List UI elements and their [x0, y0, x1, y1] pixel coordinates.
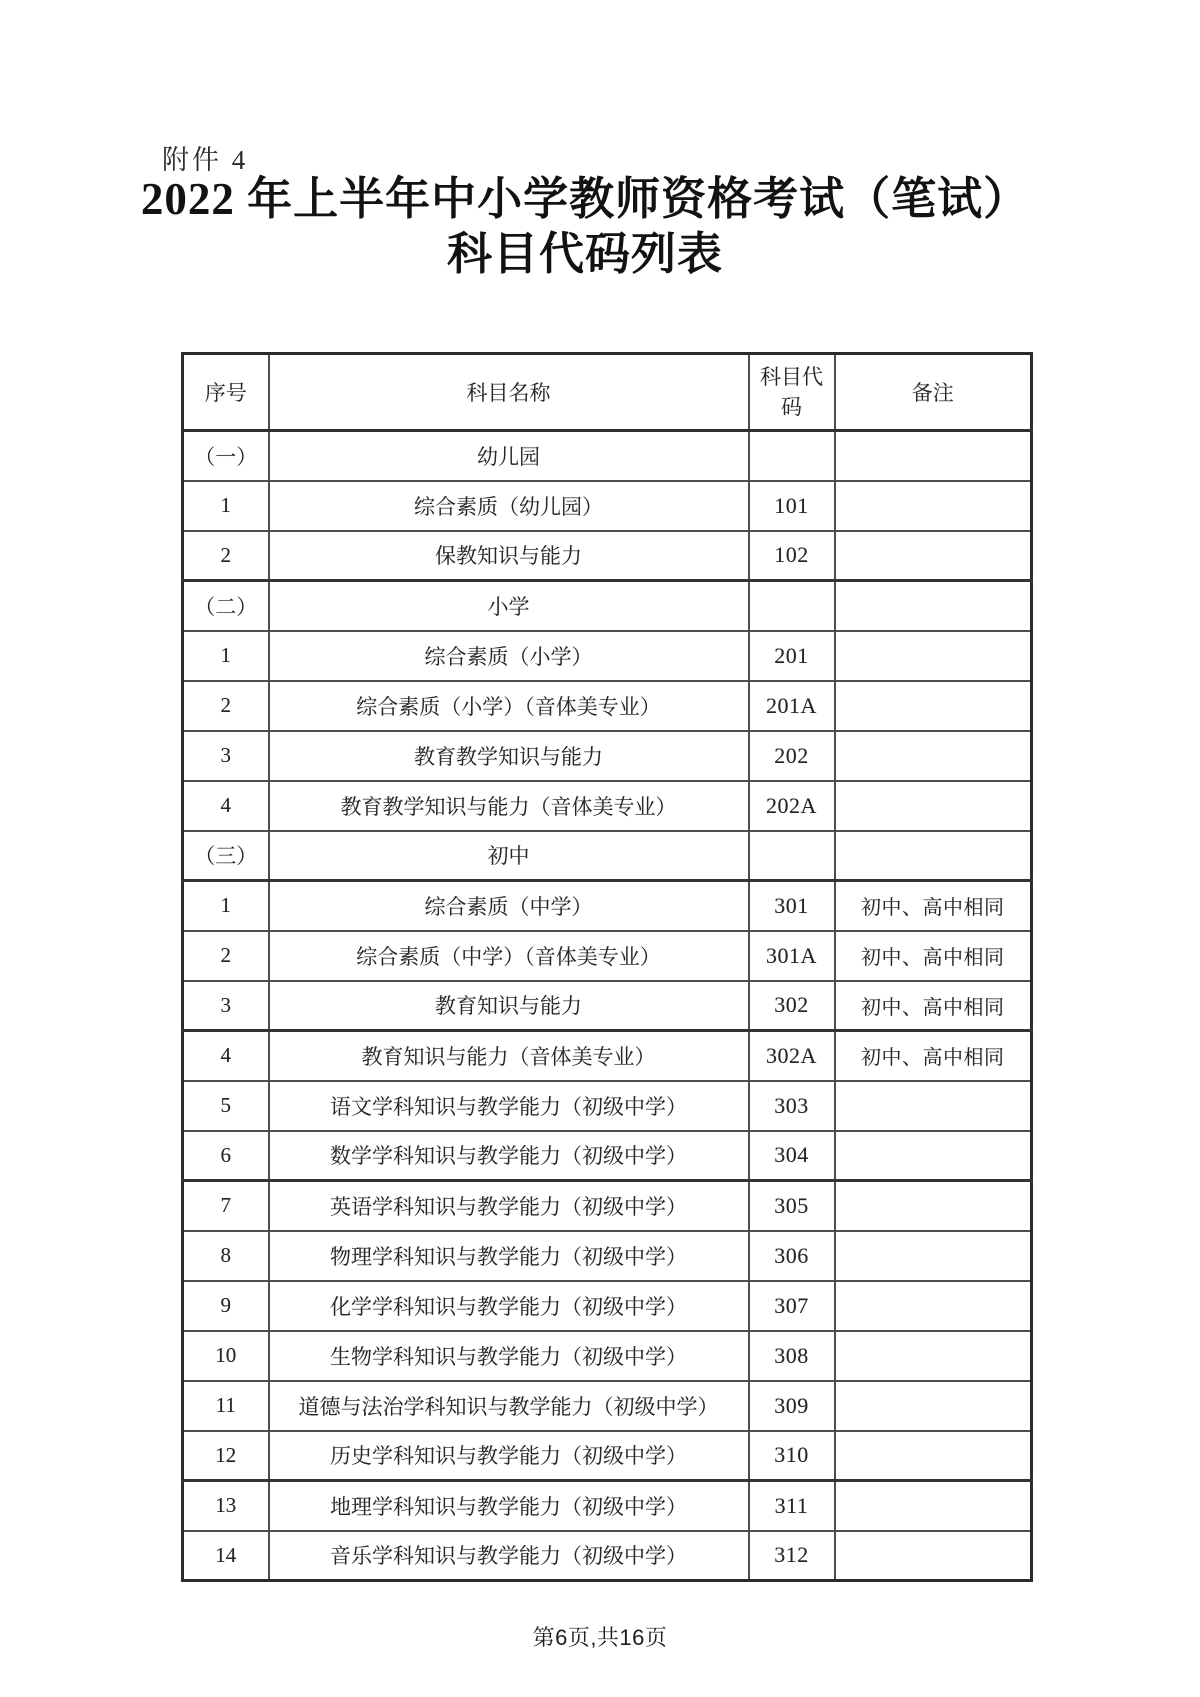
cell-subject-name: 历史学科知识与教学能力（初级中学）	[269, 1431, 749, 1481]
cell-subject-code: 201A	[749, 681, 835, 731]
cell-subject-name: 教育教学知识与能力	[269, 731, 749, 781]
cell-serial: （一）	[183, 431, 269, 481]
cell-serial: 6	[183, 1131, 269, 1181]
cell-subject-code: 304	[749, 1131, 835, 1181]
cell-subject-name: 音乐学科知识与教学能力（初级中学）	[269, 1531, 749, 1581]
cell-subject-code	[749, 431, 835, 481]
table-body	[183, 431, 1032, 1581]
cell-serial: 2	[183, 681, 269, 731]
header-subject-name: 科目名称	[269, 354, 749, 431]
table-row	[183, 1331, 1032, 1381]
cell-serial: 3	[183, 981, 269, 1031]
cell-subject-code: 310	[749, 1431, 835, 1481]
subject-code-table	[181, 352, 1033, 1582]
cell-subject-name: 数学学科知识与教学能力（初级中学）	[269, 1131, 749, 1181]
table-row	[183, 1231, 1032, 1281]
cell-serial: 1	[183, 631, 269, 681]
cell-subject-name: 综合素质（幼儿园）	[269, 481, 749, 531]
cell-subject-name: 综合素质（中学）（音体美专业）	[269, 931, 749, 981]
table-row	[183, 631, 1032, 681]
cell-serial: 14	[183, 1531, 269, 1581]
cell-subject-name: 综合素质（小学）	[269, 631, 749, 681]
attachment-label: 附件 4	[162, 145, 249, 175]
cell-serial: 4	[183, 1031, 269, 1081]
cell-subject-code: 301	[749, 881, 835, 931]
cell-serial: （二）	[183, 581, 269, 631]
cell-subject-name: 语文学科知识与教学能力（初级中学）	[269, 1081, 749, 1131]
cell-subject-code: 102	[749, 531, 835, 581]
cell-remark	[835, 681, 1032, 731]
cell-serial: 3	[183, 731, 269, 781]
cell-serial: 4	[183, 781, 269, 831]
table-row	[183, 531, 1032, 581]
cell-remark	[835, 781, 1032, 831]
cell-subject-code: 311	[749, 1481, 835, 1531]
table-header-row	[183, 354, 1032, 431]
cell-remark	[835, 431, 1032, 481]
cell-subject-name: 教育知识与能力	[269, 981, 749, 1031]
cell-subject-name: 初中	[269, 831, 749, 881]
cell-subject-code: 305	[749, 1181, 835, 1231]
table-row	[183, 431, 1032, 481]
table-row	[183, 1181, 1032, 1231]
table-row	[183, 1081, 1032, 1131]
cell-remark	[835, 831, 1032, 881]
cell-remark	[835, 1531, 1032, 1581]
cell-remark	[835, 631, 1032, 681]
table-row	[183, 1431, 1032, 1481]
cell-serial: 1	[183, 881, 269, 931]
table-row	[183, 831, 1032, 881]
table-row	[183, 931, 1032, 981]
table-row	[183, 1381, 1032, 1431]
cell-subject-code: 302	[749, 981, 835, 1031]
cell-subject-code: 303	[749, 1081, 835, 1131]
page-title-line1: 2022 年上半年中小学教师资格考试（笔试）	[140, 174, 1030, 224]
cell-serial: 5	[183, 1081, 269, 1131]
table-row	[183, 1031, 1032, 1081]
cell-serial: 13	[183, 1481, 269, 1531]
cell-subject-name: 地理学科知识与教学能力（初级中学）	[269, 1481, 749, 1531]
cell-subject-code: 202	[749, 731, 835, 781]
cell-serial: （三）	[183, 831, 269, 881]
cell-remark	[835, 1431, 1032, 1481]
cell-subject-code	[749, 581, 835, 631]
cell-serial: 12	[183, 1431, 269, 1481]
cell-subject-name: 保教知识与能力	[269, 531, 749, 581]
table-row	[183, 731, 1032, 781]
cell-subject-code: 309	[749, 1381, 835, 1431]
cell-remark	[835, 1131, 1032, 1181]
cell-subject-name: 综合素质（小学）（音体美专业）	[269, 681, 749, 731]
cell-subject-code: 101	[749, 481, 835, 531]
cell-remark	[835, 531, 1032, 581]
cell-remark: 初中、高中相同	[835, 981, 1032, 1031]
page-title-line2: 科目代码列表	[446, 229, 723, 279]
header-serial: 序号	[183, 354, 269, 431]
header-remark: 备注	[835, 354, 1032, 431]
cell-serial: 7	[183, 1181, 269, 1231]
cell-subject-code: 307	[749, 1281, 835, 1331]
cell-serial: 8	[183, 1231, 269, 1281]
cell-remark	[835, 1281, 1032, 1331]
cell-remark: 初中、高中相同	[835, 881, 1032, 931]
cell-subject-code	[749, 831, 835, 881]
page-number: 第6页,共16页	[532, 1625, 668, 1650]
cell-remark	[835, 1331, 1032, 1381]
table-row	[183, 481, 1032, 531]
cell-serial: 1	[183, 481, 269, 531]
table-row	[183, 681, 1032, 731]
table-header	[183, 354, 1032, 431]
cell-remark	[835, 1381, 1032, 1431]
cell-serial: 2	[183, 931, 269, 981]
cell-subject-name: 物理学科知识与教学能力（初级中学）	[269, 1231, 749, 1281]
table-row	[183, 981, 1032, 1031]
cell-subject-name: 英语学科知识与教学能力（初级中学）	[269, 1181, 749, 1231]
cell-subject-name: 生物学科知识与教学能力（初级中学）	[269, 1331, 749, 1381]
cell-remark: 初中、高中相同	[835, 931, 1032, 981]
cell-remark	[835, 1181, 1032, 1231]
cell-subject-name: 综合素质（中学）	[269, 881, 749, 931]
cell-remark: 初中、高中相同	[835, 1031, 1032, 1081]
cell-subject-code: 302A	[749, 1031, 835, 1081]
header-subject-code: 科目代码	[749, 354, 835, 431]
table-row	[183, 1131, 1032, 1181]
table-row	[183, 881, 1032, 931]
cell-serial: 9	[183, 1281, 269, 1331]
table-row	[183, 1281, 1032, 1331]
cell-subject-code: 202A	[749, 781, 835, 831]
cell-subject-code: 308	[749, 1331, 835, 1381]
cell-subject-code: 306	[749, 1231, 835, 1281]
cell-serial: 11	[183, 1381, 269, 1431]
cell-remark	[835, 581, 1032, 631]
cell-subject-name: 幼儿园	[269, 431, 749, 481]
cell-remark	[835, 481, 1032, 531]
cell-subject-name: 道德与法治学科知识与教学能力（初级中学）	[269, 1381, 749, 1431]
page-title	[0, 172, 1170, 282]
cell-remark	[835, 731, 1032, 781]
cell-subject-code: 301A	[749, 931, 835, 981]
cell-remark	[835, 1481, 1032, 1531]
table-row	[183, 1481, 1032, 1531]
cell-subject-name: 教育知识与能力（音体美专业）	[269, 1031, 749, 1081]
cell-serial: 10	[183, 1331, 269, 1381]
cell-serial: 2	[183, 531, 269, 581]
table-row	[183, 1531, 1032, 1581]
table-row	[183, 581, 1032, 631]
cell-subject-name: 教育教学知识与能力（音体美专业）	[269, 781, 749, 831]
table-row	[183, 781, 1032, 831]
cell-subject-code: 201	[749, 631, 835, 681]
cell-remark	[835, 1231, 1032, 1281]
cell-subject-name: 小学	[269, 581, 749, 631]
cell-subject-code: 312	[749, 1531, 835, 1581]
cell-subject-name: 化学学科知识与教学能力（初级中学）	[269, 1281, 749, 1331]
cell-remark	[835, 1081, 1032, 1131]
